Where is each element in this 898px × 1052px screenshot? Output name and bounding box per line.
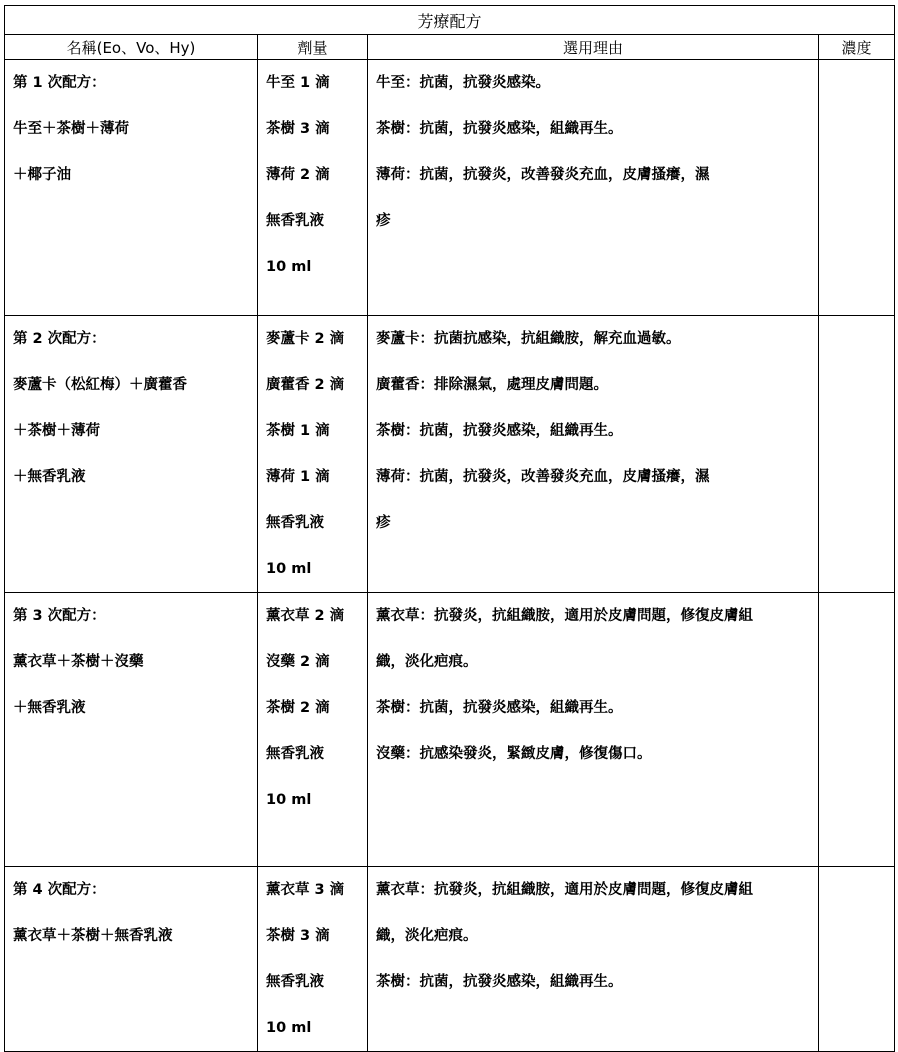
dose-line: 茶樹 1 滴 bbox=[266, 423, 330, 439]
dose-line: 無香乳液 bbox=[266, 746, 324, 762]
dose-line: 茶樹 3 滴 bbox=[266, 121, 330, 137]
formula-name-cell bbox=[5, 316, 258, 593]
dose-line: 茶樹 3 滴 bbox=[266, 928, 330, 944]
concentration-cell bbox=[819, 60, 895, 316]
dose-line: 沒藥 2 滴 bbox=[266, 654, 330, 670]
dose-line: 薰衣草 2 滴 bbox=[266, 608, 345, 624]
formula-name-line: 薰衣草＋茶樹＋無香乳液 bbox=[13, 928, 173, 944]
formula-name-line: ＋茶樹＋薄荷 bbox=[13, 423, 100, 439]
dose-line: 茶樹 2 滴 bbox=[266, 700, 330, 716]
reason-line: 薰衣草：抗發炎，抗組織胺，適用於皮膚問題，修復皮膚組 bbox=[376, 882, 753, 898]
dose-line: 10 ml bbox=[266, 561, 312, 577]
header-concentration: 濃度 bbox=[819, 35, 895, 60]
dose-line: 無香乳液 bbox=[266, 213, 324, 229]
formula-name-cell bbox=[5, 593, 258, 867]
reason-line: 廣藿香：排除濕氣，處理皮膚問題。 bbox=[376, 377, 608, 393]
dose-cell bbox=[258, 593, 368, 867]
formula-name-cell bbox=[5, 60, 258, 316]
table-row bbox=[5, 316, 895, 593]
concentration-cell bbox=[819, 316, 895, 593]
dose-cell bbox=[258, 316, 368, 593]
formula-name-line: 第 4 次配方： bbox=[13, 882, 106, 898]
reason-line: 茶樹：抗菌，抗發炎感染，組織再生。 bbox=[376, 423, 623, 439]
table-row bbox=[5, 593, 895, 867]
reason-line: 疹 bbox=[376, 213, 391, 229]
concentration-cell bbox=[819, 593, 895, 867]
dose-line: 牛至 1 滴 bbox=[266, 75, 330, 91]
dose-line: 麥蘆卡 2 滴 bbox=[266, 331, 345, 347]
dose-line: 薄荷 1 滴 bbox=[266, 469, 330, 485]
formula-name-line: ＋無香乳液 bbox=[13, 700, 86, 716]
dose-line: 薰衣草 3 滴 bbox=[266, 882, 345, 898]
header-row bbox=[5, 35, 895, 60]
reason-line: 疹 bbox=[376, 515, 391, 531]
dose-line: 無香乳液 bbox=[266, 515, 324, 531]
formula-name-line: 第 2 次配方： bbox=[13, 331, 106, 347]
aromatherapy-table bbox=[4, 5, 895, 1052]
formula-name-line: 第 3 次配方： bbox=[13, 608, 106, 624]
header-dose: 劑量 bbox=[258, 35, 368, 60]
reason-line: 沒藥：抗感染發炎，緊緻皮膚，修復傷口。 bbox=[376, 746, 652, 762]
dose-line: 無香乳液 bbox=[266, 974, 324, 990]
table-row bbox=[5, 60, 895, 316]
reason-cell bbox=[368, 60, 819, 316]
header-name: 名稱(Eo、Vo、Hy) bbox=[5, 35, 258, 60]
reason-line: 茶樹：抗菌，抗發炎感染，組織再生。 bbox=[376, 700, 623, 716]
reason-line: 茶樹：抗菌，抗發炎感染，組織再生。 bbox=[376, 974, 623, 990]
reason-cell bbox=[368, 593, 819, 867]
dose-cell bbox=[258, 60, 368, 316]
reason-line: 牛至：抗菌，抗發炎感染。 bbox=[376, 75, 550, 91]
reason-line: 茶樹：抗菌，抗發炎感染，組織再生。 bbox=[376, 121, 623, 137]
formula-name-line: 麥蘆卡（松紅梅）＋廣藿香 bbox=[13, 377, 187, 393]
dose-line: 薄荷 2 滴 bbox=[266, 167, 330, 183]
formula-name-line: 牛至＋茶樹＋薄荷 bbox=[13, 121, 129, 137]
reason-cell bbox=[368, 316, 819, 593]
dose-line: 10 ml bbox=[266, 259, 312, 275]
dose-line: 10 ml bbox=[266, 1020, 312, 1036]
reason-line: 織，淡化疤痕。 bbox=[376, 928, 478, 944]
header-reason: 選用理由 bbox=[368, 35, 819, 60]
formula-name-line: ＋無香乳液 bbox=[13, 469, 86, 485]
reason-line: 薄荷：抗菌，抗發炎，改善發炎充血，皮膚搔癢，濕 bbox=[376, 167, 710, 183]
reason-line: 織，淡化疤痕。 bbox=[376, 654, 478, 670]
reason-line: 薄荷：抗菌，抗發炎，改善發炎充血，皮膚搔癢，濕 bbox=[376, 469, 710, 485]
reason-line: 薰衣草：抗發炎，抗組織胺，適用於皮膚問題，修復皮膚組 bbox=[376, 608, 753, 624]
dose-line: 10 ml bbox=[266, 792, 312, 808]
reason-line: 麥蘆卡：抗菌抗感染，抗組織胺，解充血過敏。 bbox=[376, 331, 681, 347]
formula-name-line: 第 1 次配方： bbox=[13, 75, 106, 91]
formula-name-line: 薰衣草＋茶樹＋沒藥 bbox=[13, 654, 144, 670]
table-title: 芳療配方 bbox=[5, 6, 895, 35]
formula-name-line: ＋椰子油 bbox=[13, 167, 71, 183]
dose-line: 廣藿香 2 滴 bbox=[266, 377, 345, 393]
